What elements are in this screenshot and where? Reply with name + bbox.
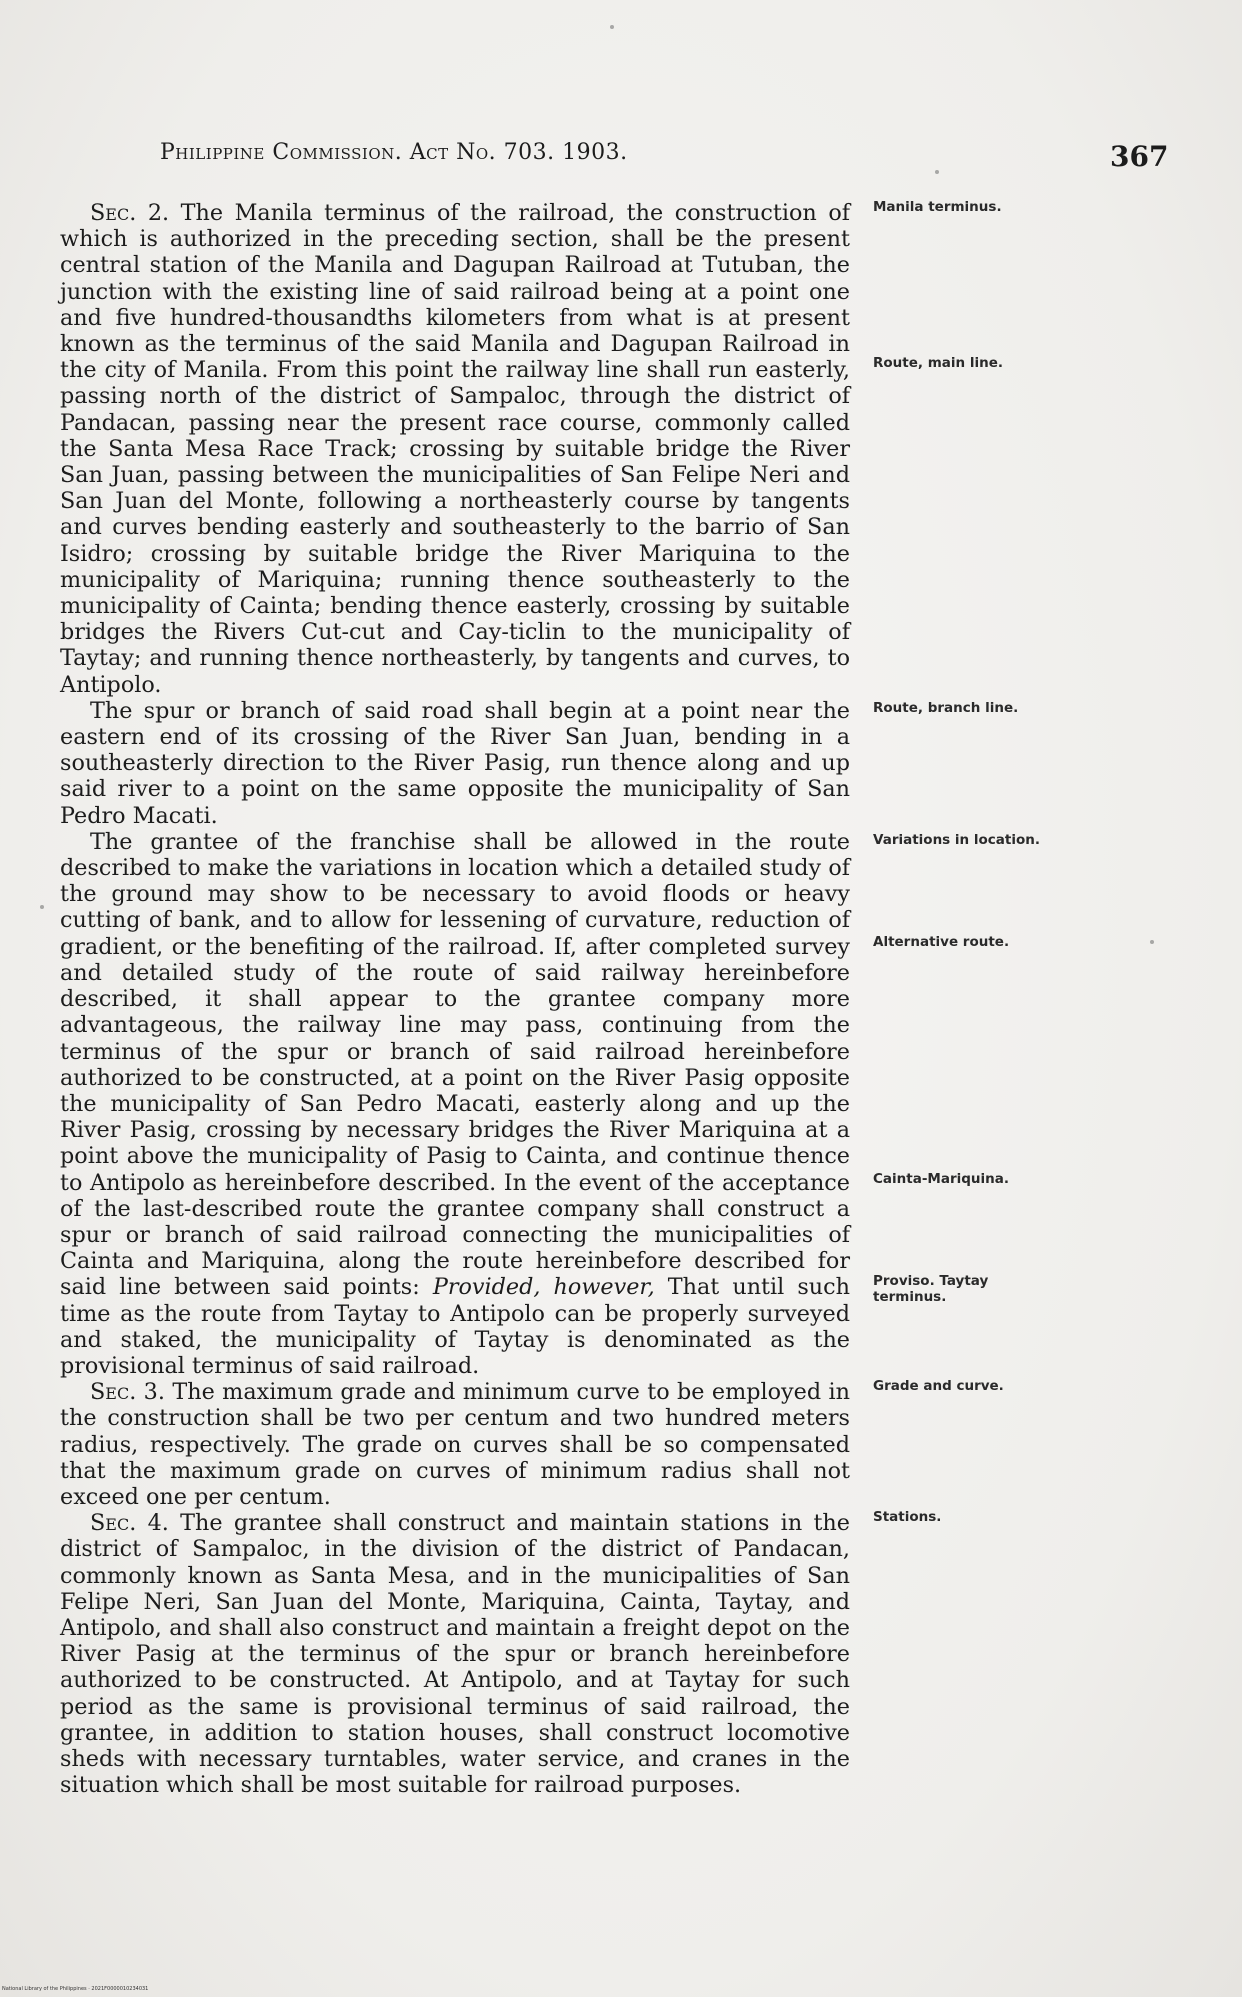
- proviso-lead: Provided, however,: [432, 1274, 655, 1301]
- paragraph-text: The maximum grade and minimum curve to be employed in the construction shall be two per centum and two hundred meters radius, respectively. The grade on curves shall be so compensated that the maximum grade on curves of minimum radius shall not exceed one per centum.: [60, 1379, 851, 1510]
- paragraph-text: The grantee of the franchise shall be allowed in the route described to make the variations in location which a detailed study of the ground may show to be necessary to avoid floods or heavy cutting of bank, and to allow for lessening of curvature, reduction of gradient, or the benefiting of the railroad. If, after completed survey and detailed study of the route of said railway hereinbefore described, it shall appear to the grantee company more advantageous, the railway line may pass, continuing from the terminus of the spur or branch of said railroad hereinbefore authorized to be constructed, at a point on the River Pasig opposite the municipality of San Pedro Macati, easterly along and up the River Pasig, crossing by necessary bridges the River Mariquina at a point above the municipality of Pasig to Cainta, and continue thence to Antipolo as hereinbefore described. In the event of the acceptance of the last-described route the grantee company shall construct a spur or branch of said railroad connecting the municipalities of Cainta and Mariquina, along the route hereinbefore described for said line between said points:: [60, 828, 850, 1301]
- running-header: Philippine Commission. Act No. 703. 1903.: [160, 140, 628, 165]
- margin-note-route-branch-line: Route, branch line.: [873, 700, 1019, 716]
- page-number: 367: [1110, 140, 1169, 173]
- margin-note-grade-and-curve: Grade and curve.: [873, 1378, 1004, 1394]
- margin-note-cainta-mariquina: Cainta-Mariquina.: [873, 1171, 1010, 1187]
- margin-note-variations: Variations in location.: [873, 832, 1040, 848]
- paragraph-sec-3: [60, 1379, 850, 1510]
- paragraph-sec-2: [60, 200, 850, 698]
- scan-speck: [40, 905, 44, 909]
- paragraph-sec-4: [60, 1510, 850, 1798]
- paragraph-text: The spur or branch of said road shall begin at a point near the eastern end of its crossing of the River San Juan, bending in a southeasterly direction to the River Pasig, run thence along and up said river to a point on the same opposite the municipality of San Pedro Macati.: [60, 697, 850, 829]
- section-label: Sec. 2.: [90, 200, 170, 226]
- scan-speck: [1150, 940, 1154, 944]
- scan-speck: [935, 170, 939, 174]
- paragraph-text: The grantee shall construct and maintain stations in the district of Sampaloc, in the division of the district of Pandacan, commonly known as Santa Mesa, and in the municipalities of San Felipe Neri, San Juan del Monte, Mariquina, Cainta, Taytay, and Antipolo, and shall also construct and maintain a freight depot on the River Pasig at the terminus of the spur or branch hereinbefore authorized to be constructed. At Antipolo, and at Taytay for such period as the same is provisional terminus of said railroad, the grantee, in addition to station houses, shall construct locomotive sheds with necessary turntables, water service, and cranes in the situation which shall be most suitable for railroad purposes.: [60, 1510, 850, 1799]
- margin-note-proviso-taytay: Proviso. Taytay terminus.: [873, 1273, 989, 1305]
- margin-note-route-main-line: Route, main line.: [873, 355, 1003, 371]
- paragraph-spur: [60, 698, 850, 829]
- body-text: [60, 200, 850, 1798]
- margin-note-manila-terminus: Manila terminus.: [873, 199, 1002, 215]
- section-label: Sec. 4.: [90, 1510, 169, 1537]
- scan-speck: [610, 25, 614, 29]
- proviso-text: That until such time as the route from Taytay to Antipolo can be properly surveyed and staked, the municipality of Taytay is denominated as the provisional terminus of said railroad.: [60, 1274, 850, 1379]
- section-label: Sec. 3.: [90, 1379, 165, 1406]
- margin-note-stations: Stations.: [873, 1509, 942, 1525]
- paragraph-text: The Manila terminus of the railroad, the construction of which is authorized in the preceding section, shall be the present central station of the Manila and Dagupan Railroad at Tutuban, the junction with the existing line of said railroad being at a point one and five hundred-thousandths kilometers from what is at present known as the terminus of the said Manila and Dagupan Railroad in the city of Manila. From this point the railway line shall run easterly, passing north of the district of Sampaloc, through the district of Pandacan, passing near the present race course, commonly called the Santa Mesa Race Track; crossing by suitable bridge the River San Juan, passing between the municipalities of San Felipe Neri and San Juan del Monte, following a northeasterly course by tangents and curves bending easterly and southeasterly to the barrio of San Isidro; crossing by suitable bridge the River Mariquina to the municipality of Mariquina; running thence southeasterly to the municipality of Cainta; bending thence easterly, crossing by suitable bridges the Rivers Cut-cut and Cay-ticlin to the municipality of Taytay; and running thence northeasterly, by tangents and curves, to Antipolo.: [60, 200, 850, 698]
- margin-note-alternative-route: Alternative route.: [873, 934, 1010, 950]
- scan-credit: National Library of the Philippines · 2021F0000010234031: [2, 1986, 149, 1992]
- paragraph-variations: [60, 829, 850, 1379]
